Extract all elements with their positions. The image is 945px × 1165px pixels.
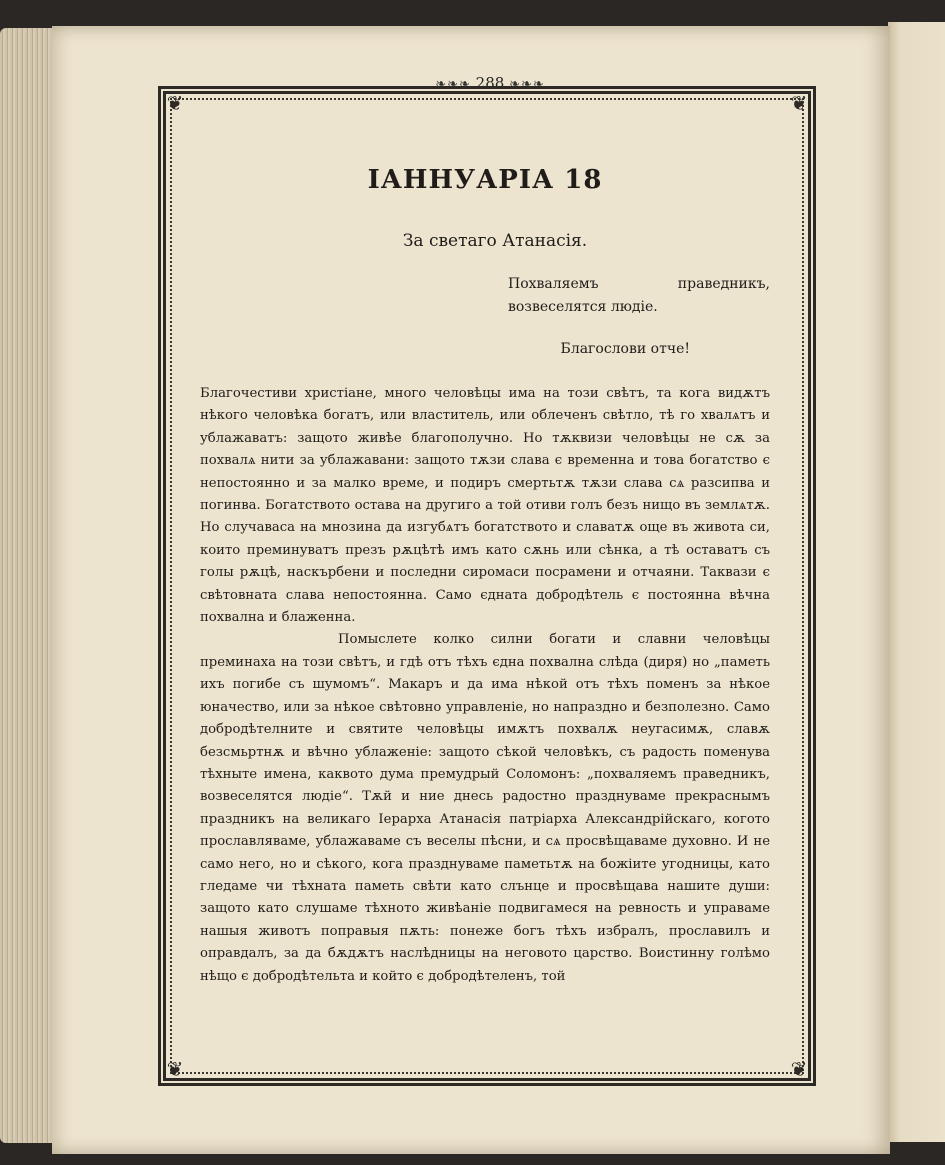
page-number: 288 <box>475 74 505 92</box>
page-title: ІАННУАРІА 18 <box>367 165 603 195</box>
corner-ornament-icon: ❦ <box>166 91 184 115</box>
adjacent-page <box>888 22 945 1142</box>
header-ornament-right: ❧❧❧ <box>509 77 545 92</box>
corner-ornament-icon: ❦ <box>790 91 808 115</box>
epigraph: Похваляемъ праведникъ, возвеселятся людіе. <box>508 276 770 315</box>
sermon-subtitle: За светаго Атанасія. <box>402 231 588 251</box>
page-content <box>200 165 770 988</box>
corner-ornament-icon: ❦ <box>166 1057 184 1081</box>
header-ornament-left: ❧❧❧ <box>435 77 471 92</box>
body-paragraph: Помыслете колко силни богати и славни человѣцы преминаха на този свѣтъ, и гдѣ отъ тѣхъ єдна похвална слѣда (диря) но „паметь ихъ погибе съ шумомъ“. Макаръ и да има нѣкой отъ тѣхъ поменъ за нѣкое юначество, или за нѣкое свѣтовно управленіе, но напраздно и безполезно. Само добродѣтелните и святите человѣцы имѫтъ похвалѫ неугасимѫ, славѫ безсмьртнѫ и вѣчно ублаженіе: защото сѣкой человѣкъ, съ радость поменува тѣхныте имена, каквото дума премудрый Соломонъ: „похваляемъ праведникъ, возвеселятся людіе“. Тѫй и ние днесь радостно празднуваме прекраснымъ праздникъ на великаго Іерарха Атанасія патріарха Александрійскаго, когото прославляваме, ублажаваме съ веселы пѣсни, и сѧ просвѣщаваме духовно. И не само него, но и сѣкого, кога празднуваме паметьтѫ на божіите угодницы, като гледаме чи тѣхната паметь свѣти като слънце и просвѣщава нашите души: защото като слушаме тѣхното живѣаніе подвигамеся на ревность и управаме нашыя животъ поправыя пѫть: понеже богъ тѣхъ избралъ, прославилъ и оправдалъ, за да бѫдѫтъ наслѣдницы на неговото царство. Воистинну голѣмо нѣщо є добродѣтельта и който є добродѣтеленъ, той <box>200 632 770 984</box>
body-paragraph: Благочестиви христіане, много человѣцы има на този свѣтъ, та кога видѫтъ нѣкого человѣка богатъ, или властитель, или облеченъ свѣтло, тѣ го хвалѧтъ и ублажаватъ: защото живѣе благополучно. Но тѫквизи человѣцы не сѫ за похвалѧ нити за ублажавани: защото тѫзи слава є временна и това богатство є непостоянно и за малко време, и подиръ смертьтѫ тѫзи слава сѧ разсипва и погинва. Богатството остава на другиго а той отиви голъ безъ нищо въ землѧтѫ. Но случаваса на мнозина да изгубѧтъ богатството и славатѫ още въ живота си, които преминуватъ презъ рѫцѣтѣ имъ като сѫнь или сѣнка, а тѣ оставатъ съ голы рѫцѣ, наскърбени и последни сиромаси посрамени и отчаяни. Таквази є свѣтовната слава непостоянна. Само єдната добродѣтель є постоянна вѣчна похвална и блаженна. <box>200 386 770 626</box>
corner-ornament-icon: ❦ <box>790 1057 808 1081</box>
blessing: Благослови отче! <box>560 341 690 357</box>
